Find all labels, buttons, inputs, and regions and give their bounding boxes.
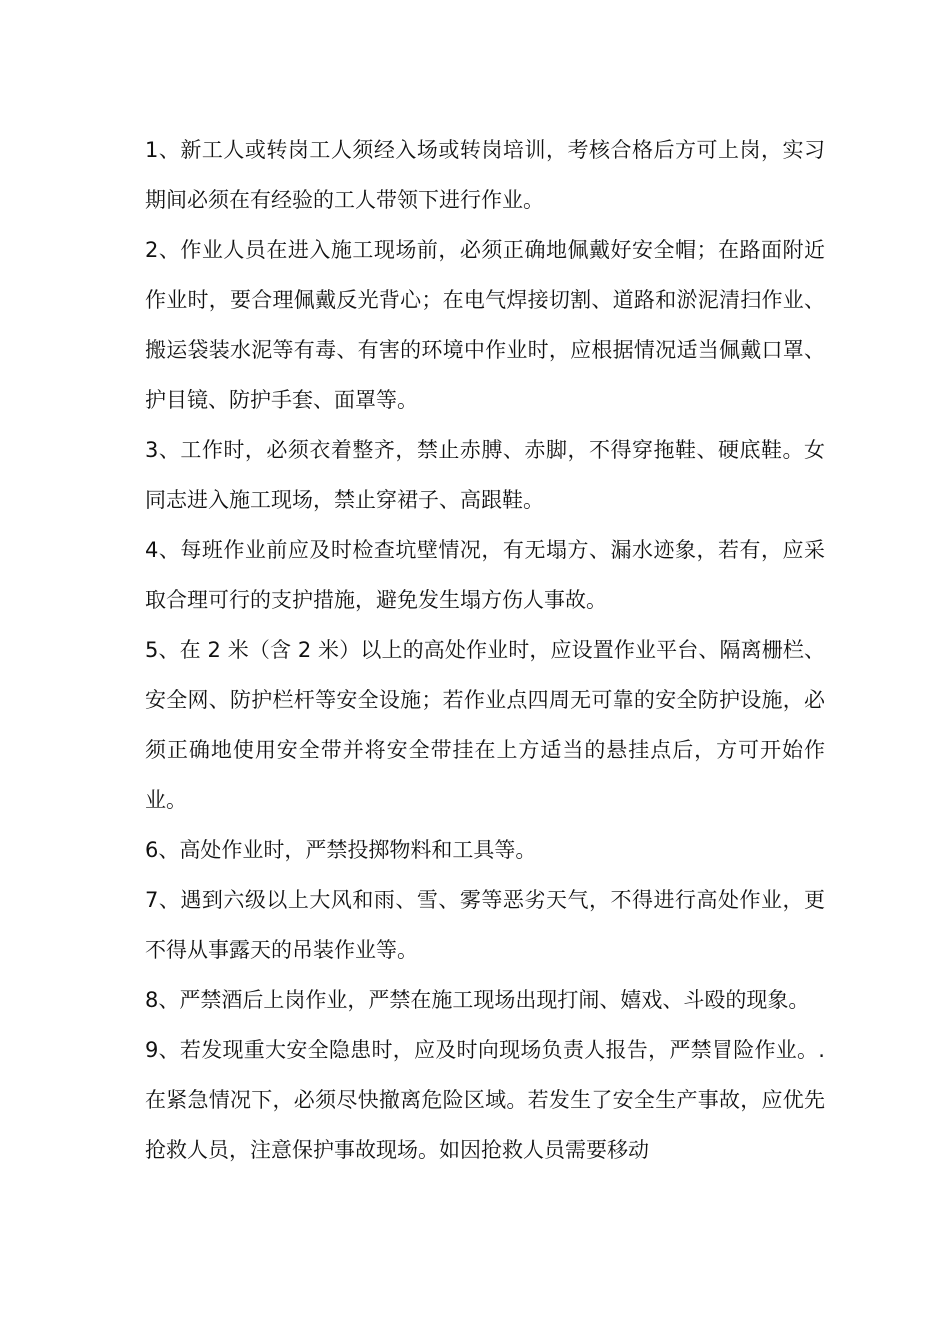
rule-paragraph-1: 1、新工人或转岗工人须经入场或转岗培训，考核合格后方可上岗，实习期间必须在有经验的工人带领下进行作业。: [145, 138, 825, 212]
rule-paragraph-5: 5、在 2 米（含 2 米）以上的高处作业时，应设置作业平台、隔离栅栏、安全网、防护栏杆等安全设施；若作业点四周无可靠的安全防护设施，必须正确地使用安全带并将安全带挂在上方适当的悬挂点后，方可开始作业。: [145, 638, 825, 812]
rule-paragraph-4: 4、每班作业前应及时检查坑壁情况，有无塌方、漏水迹象，若有，应采取合理可行的支护措施，避免发生塌方伤人事故。: [145, 538, 825, 612]
rule-paragraph-2: 2、作业人员在进入施工现场前，必须正确地佩戴好安全帽；在路面附近作业时，要合理佩戴反光背心；在电气焊接切割、道路和淤泥清扫作业、搬运袋装水泥等有毒、有害的环境中作业时，应根据情况适当佩戴口罩、护目镜、防护手套、面罩等。: [145, 238, 825, 412]
rule-paragraph-6: 6、高处作业时，严禁投掷物料和工具等。: [145, 838, 537, 862]
rule-paragraph-7: 7、遇到六级以上大风和雨、雪、雾等恶劣天气，不得进行高处作业，更不得从事露天的吊装作业等。: [145, 888, 825, 962]
document-body: [145, 125, 825, 1175]
rule-paragraph-9: 9、若发现重大安全隐患时，应及时向现场负责人报告，严禁冒险作业。. 在紧急情况下，必须尽快撤离危险区域。若发生了安全生产事故，应优先抢救人员，注意保护事故现场。如因抢救人员需要移动: [145, 1038, 825, 1162]
rule-paragraph-3: 3、工作时，必须衣着整齐，禁止赤膊、赤脚，不得穿拖鞋、硬底鞋。女同志进入施工现场，禁止穿裙子、高跟鞋。: [145, 438, 825, 512]
rule-paragraph-8: 8、严禁酒后上岗作业，严禁在施工现场出现打闹、嬉戏、斗殴的现象。: [145, 988, 810, 1012]
